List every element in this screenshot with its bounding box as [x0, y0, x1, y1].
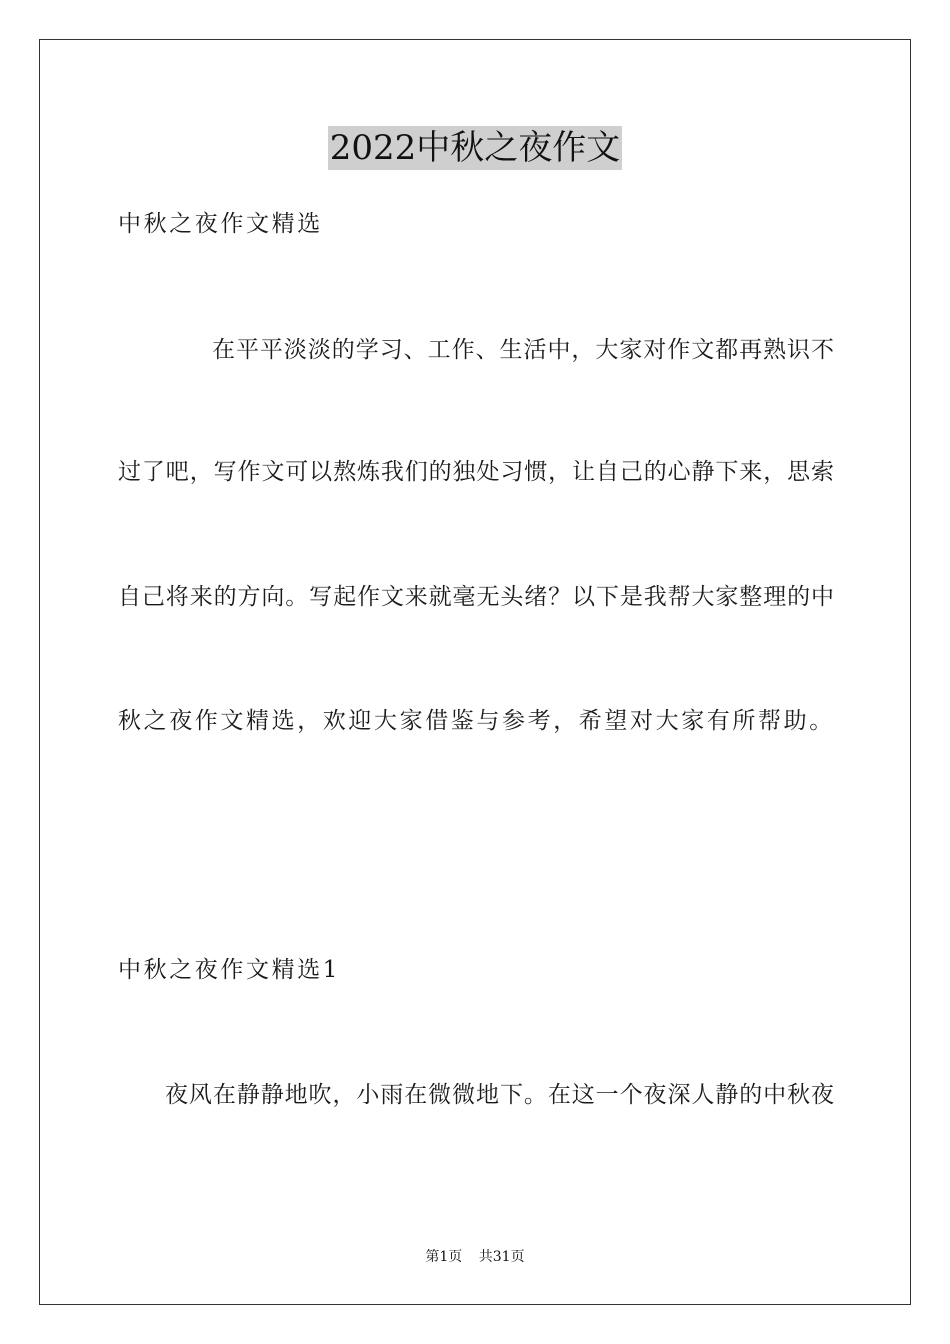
page-total: 共31页 — [478, 1249, 525, 1265]
paragraph-line-1: 在平平淡淡的学习、工作、生活中，大家对作文都再熟识不 — [212, 337, 834, 363]
paragraph-line-3: 自己将来的方向。写起作文来就毫无头绪？以下是我帮大家整理的中 — [118, 584, 834, 610]
document-title: 2022中秋之夜作文 — [329, 128, 621, 168]
paragraph-line-2: 过了吧，写作文可以熬炼我们的独处习惯，让自己的心静下来，思索 — [118, 459, 834, 485]
subtitle: 中秋之夜作文精选 — [118, 211, 323, 237]
document-title-wrapper — [0, 126, 950, 170]
section-paragraph-line-1: 夜风在静静地吹，小雨在微微地下。在这一个夜深人静的中秋夜 — [165, 1082, 834, 1108]
paragraph-line-4: 秋之夜作文精选，欢迎大家借鉴与参考，希望对大家有所帮助。 — [118, 708, 835, 734]
page-footer — [0, 1248, 950, 1266]
page-number: 第1页 — [425, 1249, 463, 1265]
section-heading: 中秋之夜作文精选1 — [118, 957, 341, 983]
